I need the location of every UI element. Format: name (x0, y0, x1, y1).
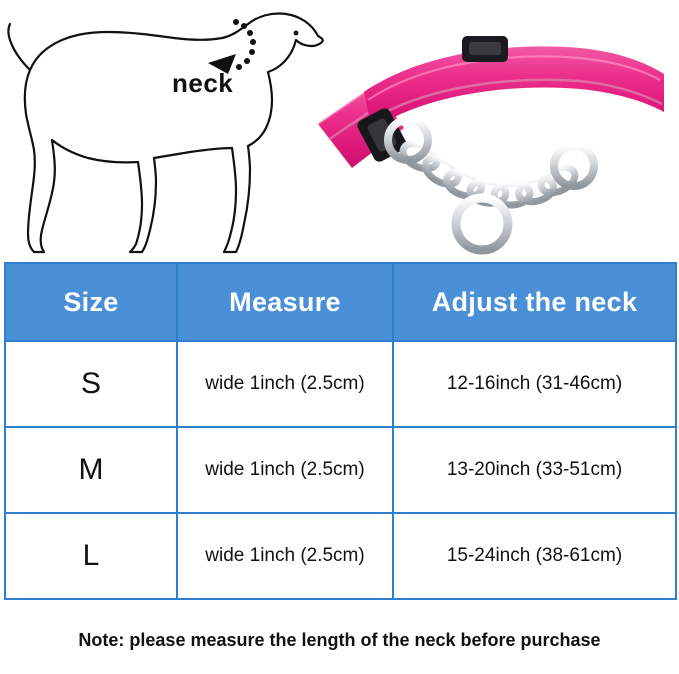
cell-adjust: 12-16inch (31-46cm) (393, 341, 676, 427)
cell-measure: wide 1inch (2.5cm) (177, 513, 393, 599)
neck-label: neck (172, 68, 234, 98)
neck-marker-dots (233, 19, 256, 70)
cell-size: S (5, 341, 177, 427)
column-header-size: Size (5, 263, 177, 341)
slider-buckle-icon (462, 36, 508, 62)
cell-size: M (5, 427, 177, 513)
cell-adjust: 13-20inch (33-51cm) (393, 427, 676, 513)
table-row (5, 341, 676, 427)
illustration-area (0, 0, 679, 262)
hanging-ring-icon (456, 198, 508, 250)
size-table (4, 262, 677, 600)
pink-martingale-collar-icon (312, 8, 674, 258)
column-header-adjust: Adjust the neck (393, 263, 676, 341)
table-header-row (5, 263, 676, 341)
column-header-measure: Measure (177, 263, 393, 341)
note-text: Note: please measure the length of the neck before purchase (78, 630, 601, 650)
table-row (5, 513, 676, 599)
cell-size: L (5, 513, 177, 599)
dog-outline-icon (0, 0, 340, 262)
cell-measure: wide 1inch (2.5cm) (177, 427, 393, 513)
table-row (5, 427, 676, 513)
cell-measure: wide 1inch (2.5cm) (177, 341, 393, 427)
cell-adjust: 15-24inch (38-61cm) (393, 513, 676, 599)
